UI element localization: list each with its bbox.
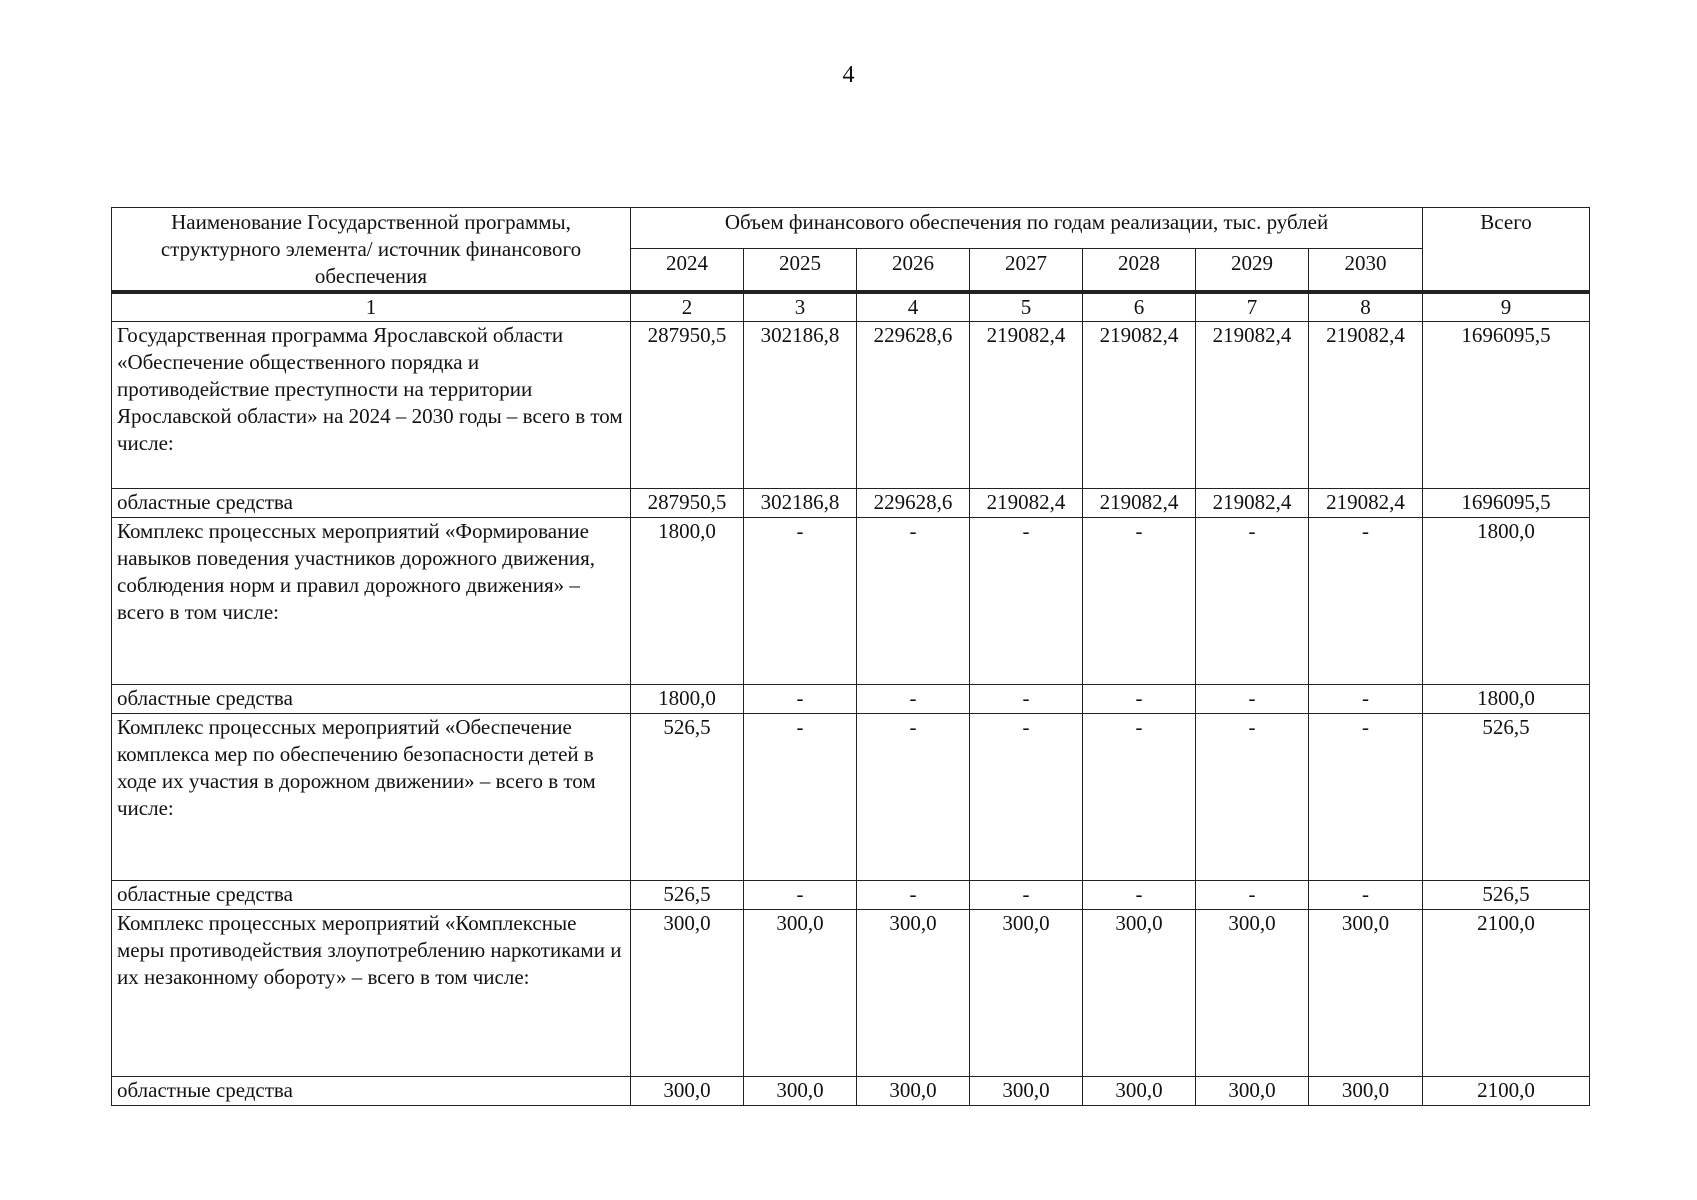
- value-cell: 300,0: [857, 910, 970, 1077]
- value-cell: 219082,4: [1196, 322, 1309, 489]
- value-cell: 229628,6: [857, 322, 970, 489]
- value-cell: 300,0: [744, 1077, 857, 1106]
- value-cell: 1800,0: [631, 518, 744, 685]
- value-cell: 219082,4: [1083, 489, 1196, 518]
- value-cell: -: [857, 518, 970, 685]
- table-row: [112, 322, 1590, 489]
- column-index: 6: [1083, 292, 1196, 322]
- row-name: областные средства: [112, 881, 631, 910]
- value-cell: -: [1309, 714, 1423, 881]
- header-year: 2027: [970, 249, 1083, 292]
- value-cell: 300,0: [1083, 910, 1196, 1077]
- column-index: 3: [744, 292, 857, 322]
- value-cell: -: [1083, 685, 1196, 714]
- total-cell: 1800,0: [1423, 685, 1590, 714]
- value-cell: -: [1309, 518, 1423, 685]
- financing-table: [111, 207, 1590, 1106]
- total-cell: 1696095,5: [1423, 489, 1590, 518]
- header-total: Всего: [1423, 208, 1590, 293]
- header-name-column: Наименование Государственной программы, структурного элемента/ источник финансового обеспечения: [112, 208, 631, 293]
- value-cell: -: [1309, 685, 1423, 714]
- row-name: областные средства: [112, 685, 631, 714]
- value-cell: 219082,4: [970, 322, 1083, 489]
- value-cell: 300,0: [1083, 1077, 1196, 1106]
- value-cell: -: [970, 685, 1083, 714]
- row-name: Государственная программа Ярославской области «Обеспечение общественного порядка и противодействие преступности на территории Ярославской области» на 2024 – 2030 годы – всего в том числе:: [112, 322, 631, 489]
- header-volume-group: Объем финансового обеспечения по годам реализации, тыс. рублей: [631, 208, 1423, 249]
- value-cell: 302186,8: [744, 322, 857, 489]
- value-cell: 526,5: [631, 714, 744, 881]
- value-cell: 219082,4: [1083, 322, 1196, 489]
- value-cell: -: [970, 518, 1083, 685]
- table-row: [112, 1077, 1590, 1106]
- value-cell: -: [1196, 714, 1309, 881]
- header-year: 2026: [857, 249, 970, 292]
- value-cell: -: [744, 714, 857, 881]
- value-cell: 300,0: [970, 1077, 1083, 1106]
- value-cell: 287950,5: [631, 322, 744, 489]
- header-year: 2025: [744, 249, 857, 292]
- value-cell: 300,0: [631, 1077, 744, 1106]
- row-name: Комплекс процессных мероприятий «Обеспечение комплекса мер по обеспечению безопасности детей в ходе их участия в дорожном движении» – всего в том числе:: [112, 714, 631, 881]
- value-cell: 219082,4: [1309, 322, 1423, 489]
- value-cell: 300,0: [631, 910, 744, 1077]
- value-cell: -: [857, 881, 970, 910]
- table-row: [112, 714, 1590, 881]
- header-year: 2030: [1309, 249, 1423, 292]
- value-cell: -: [1196, 518, 1309, 685]
- table-row: [112, 881, 1590, 910]
- total-cell: 1800,0: [1423, 518, 1590, 685]
- value-cell: 1800,0: [631, 685, 744, 714]
- value-cell: 300,0: [970, 910, 1083, 1077]
- table-row: [112, 910, 1590, 1077]
- row-name: Комплекс процессных мероприятий «Формирование навыков поведения участников дорожного движения, соблюдения норм и правил дорожного движения» – всего в том числе:: [112, 518, 631, 685]
- value-cell: 219082,4: [1196, 489, 1309, 518]
- column-index-row: [112, 292, 1590, 322]
- value-cell: -: [1309, 881, 1423, 910]
- column-index: 8: [1309, 292, 1423, 322]
- value-cell: -: [1083, 518, 1196, 685]
- value-cell: -: [1196, 881, 1309, 910]
- page-number: 4: [842, 62, 855, 88]
- value-cell: -: [1083, 714, 1196, 881]
- column-index: 9: [1423, 292, 1590, 322]
- column-index: 4: [857, 292, 970, 322]
- table-row: [112, 489, 1590, 518]
- row-name: Комплекс процессных мероприятий «Комплексные меры противодействия злоупотреблению наркотиками и их незаконному обороту» – всего в том числе:: [112, 910, 631, 1077]
- header-year: 2024: [631, 249, 744, 292]
- value-cell: -: [744, 518, 857, 685]
- value-cell: -: [744, 881, 857, 910]
- total-cell: 2100,0: [1423, 1077, 1590, 1106]
- value-cell: 219082,4: [1309, 489, 1423, 518]
- value-cell: 300,0: [744, 910, 857, 1077]
- value-cell: -: [970, 714, 1083, 881]
- column-index: 5: [970, 292, 1083, 322]
- value-cell: 219082,4: [970, 489, 1083, 518]
- value-cell: 526,5: [631, 881, 744, 910]
- total-cell: 526,5: [1423, 881, 1590, 910]
- value-cell: -: [1196, 685, 1309, 714]
- table-row: [112, 518, 1590, 685]
- total-cell: 1696095,5: [1423, 322, 1590, 489]
- value-cell: 300,0: [857, 1077, 970, 1106]
- value-cell: 302186,8: [744, 489, 857, 518]
- column-index: 1: [112, 292, 631, 322]
- value-cell: -: [970, 881, 1083, 910]
- value-cell: 287950,5: [631, 489, 744, 518]
- total-cell: 2100,0: [1423, 910, 1590, 1077]
- header-year: 2028: [1083, 249, 1196, 292]
- value-cell: -: [857, 685, 970, 714]
- value-cell: 300,0: [1196, 910, 1309, 1077]
- value-cell: -: [1083, 881, 1196, 910]
- value-cell: -: [744, 685, 857, 714]
- value-cell: 229628,6: [857, 489, 970, 518]
- column-index: 2: [631, 292, 744, 322]
- column-index: 7: [1196, 292, 1309, 322]
- row-name: областные средства: [112, 489, 631, 518]
- value-cell: 300,0: [1309, 910, 1423, 1077]
- row-name: областные средства: [112, 1077, 631, 1106]
- table-row: [112, 685, 1590, 714]
- value-cell: 300,0: [1309, 1077, 1423, 1106]
- header-year: 2029: [1196, 249, 1309, 292]
- total-cell: 526,5: [1423, 714, 1590, 881]
- value-cell: 300,0: [1196, 1077, 1309, 1106]
- value-cell: -: [857, 714, 970, 881]
